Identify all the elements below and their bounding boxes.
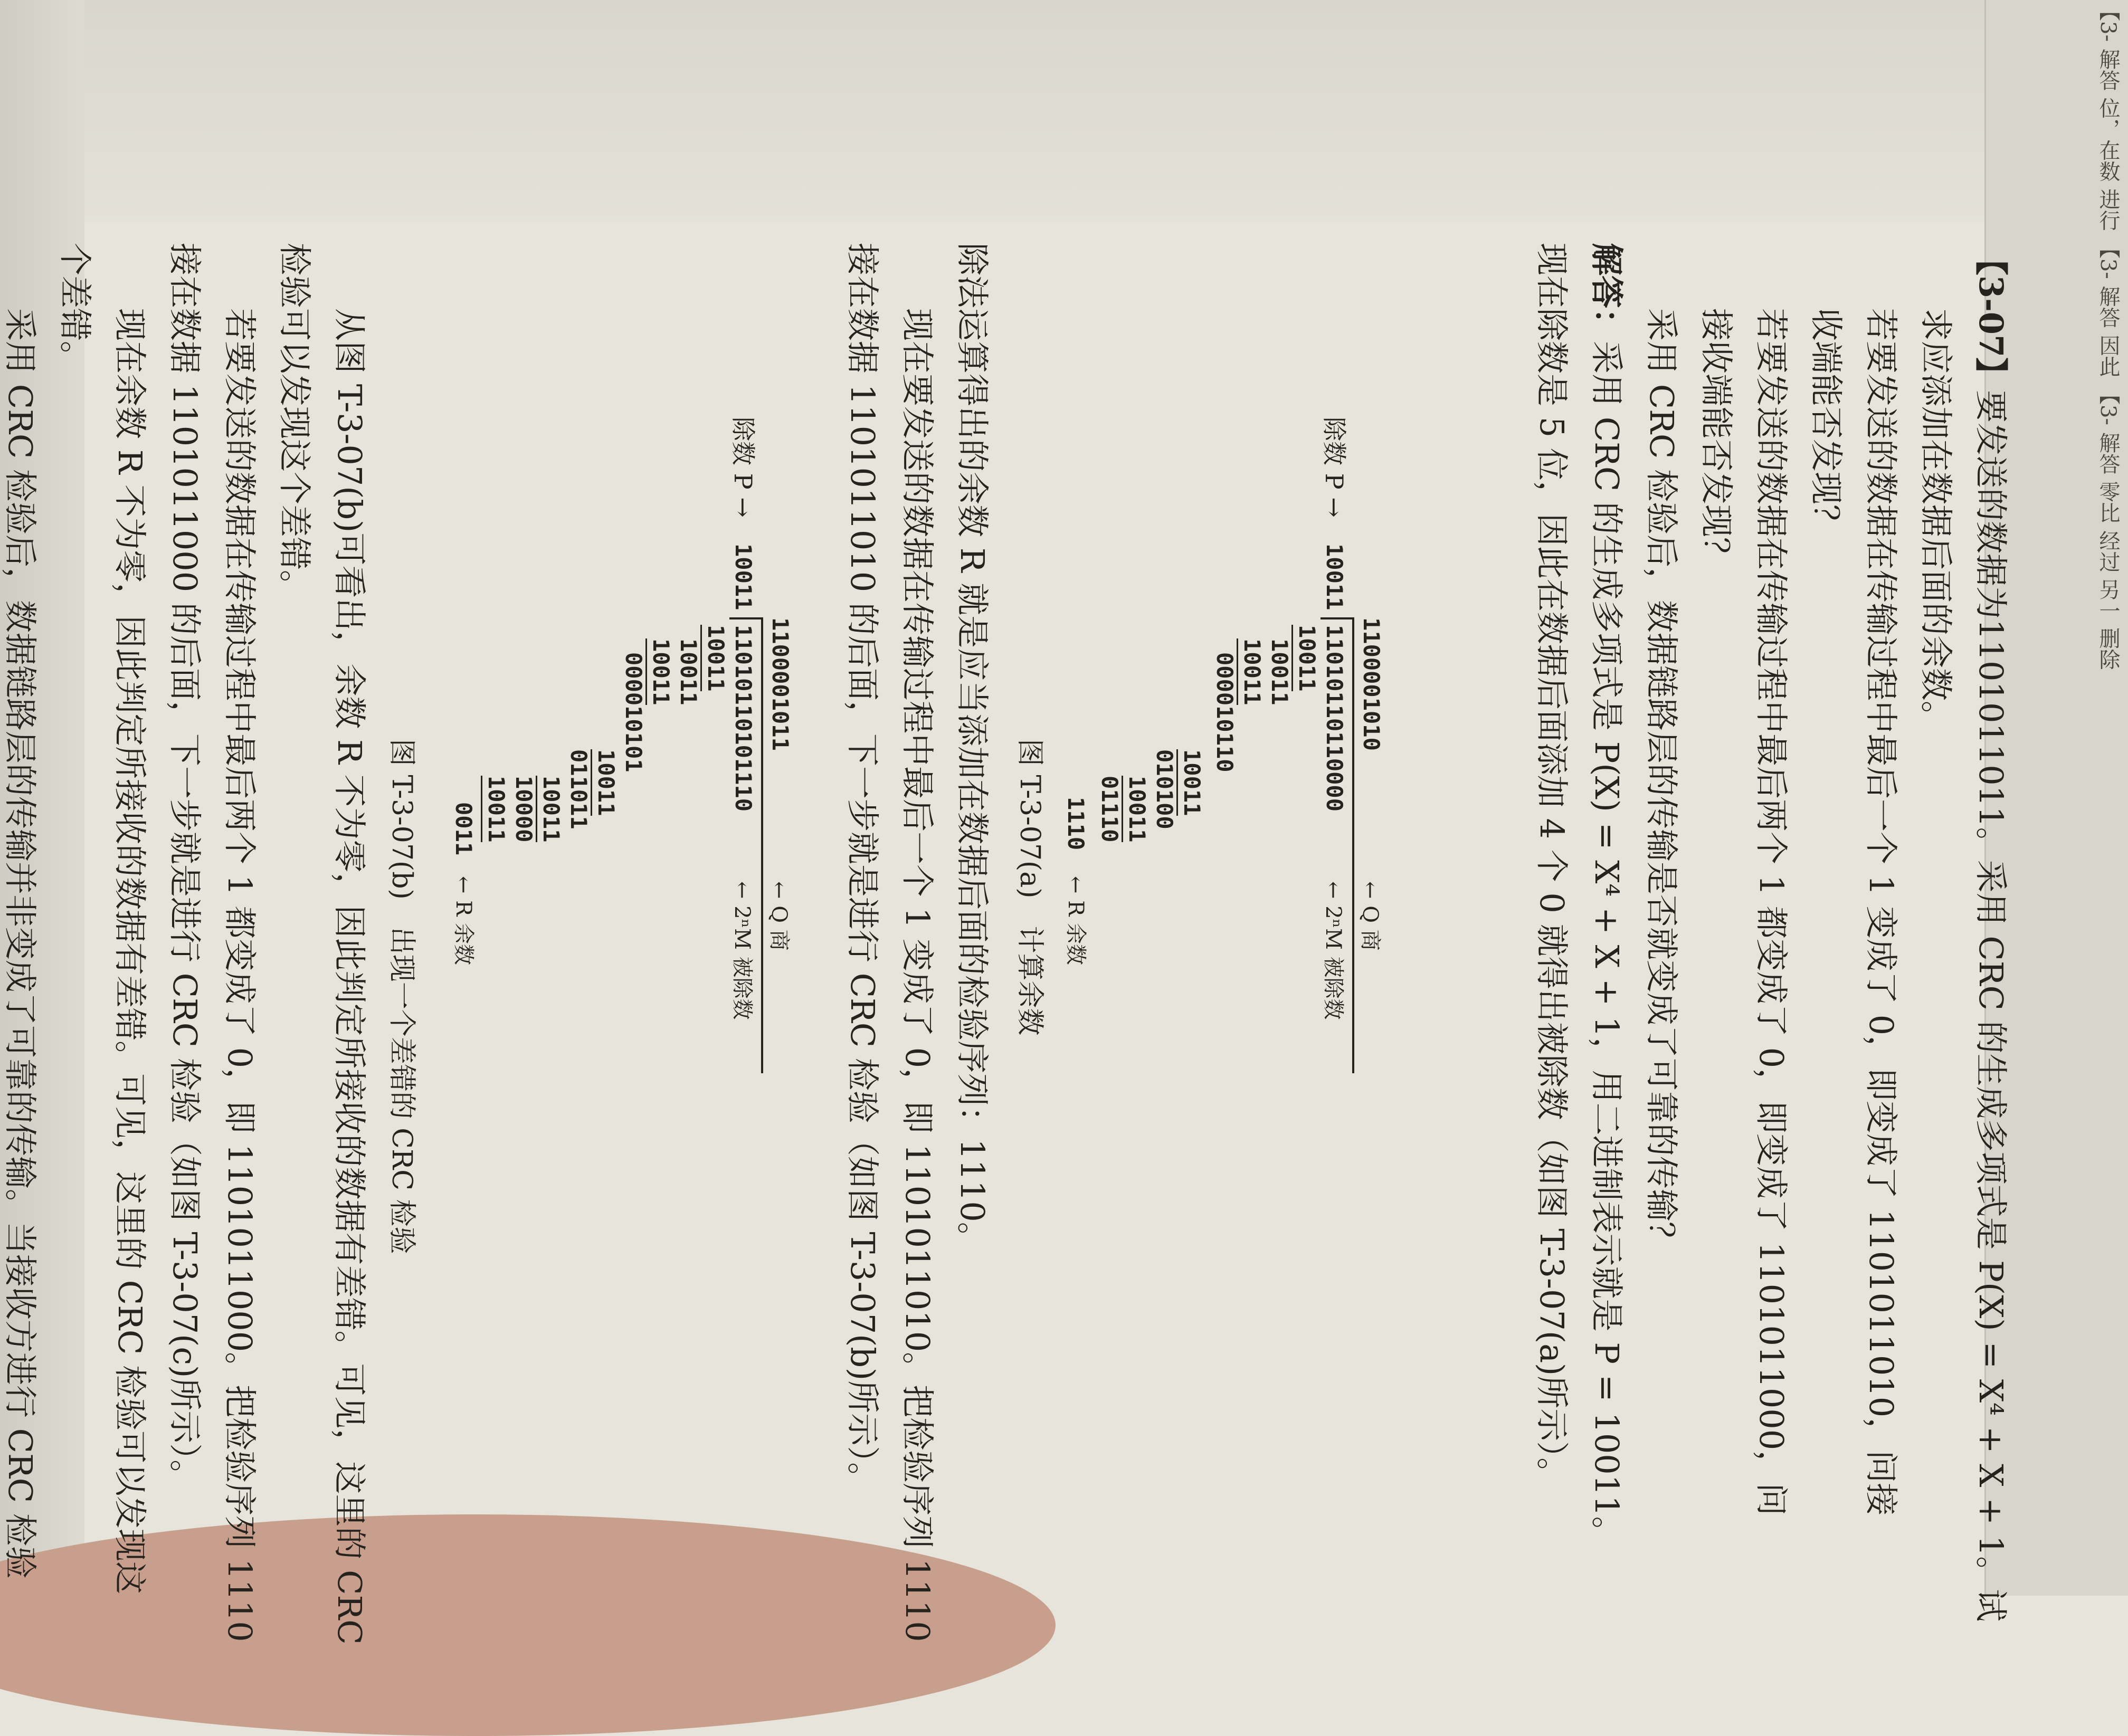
division-row: 011011 [566, 749, 592, 829]
quotient-note: ← Q 商 [1358, 881, 1382, 951]
figure-b [419, 211, 841, 1530]
divisor: 10011 [730, 543, 756, 611]
division-row: 000010110 [1212, 652, 1238, 772]
divisor: 10011 [1322, 543, 1347, 611]
problem-line: 若要发送的数据在传输过程中最后两个 1 都变成了 0，即变成了 1101011000，问 [1752, 308, 1791, 1516]
problem-line: 【3-07】要发送的数据为1101011011。采用 CRC 的生成多项式是 P(X) = X⁴ + X + 1。试 [1972, 243, 2010, 1622]
book-page [1, 211, 2018, 1645]
problem-line: 采用 CRC 检验后，数据链路层的传输是否就变成了可靠的传输？ [1642, 308, 1681, 1254]
division-row: 01110 [1097, 776, 1123, 843]
dividend-note: ← 2ⁿM 被除数 [730, 881, 754, 1020]
division-row: 10011 [536, 776, 565, 842]
division-row: 10000 [511, 776, 537, 843]
figure-b-caption: 图 T-3-07(b) 出现一个差错的 CRC 检验 [386, 739, 417, 1254]
answer-line: 现在除数是 5 位，因此在数据后面添加 4 个 0 就得出被除数（如图 T-3-07(a)所示）。 [1533, 243, 1571, 1491]
problem-label: 【3-07】 [1972, 243, 2010, 390]
division-row: 010100 [1152, 749, 1177, 829]
adjacent-page-text: 【3- 解答 位，在数 进行 【3- 解答 因此 【3- 解答 零比 经过 另一 删除 [2096, 0, 2120, 670]
remainder-note: ← R 余数 [1063, 876, 1088, 966]
body-line: 检验可以发现这个差错。 [276, 243, 314, 603]
body-line: 若要发送的数据在传输过程中最后两个 1 都变成了 0，即 1101011000。把检验序列 1110 [221, 308, 259, 1642]
figure-a-caption: 图 T-3-07(a) 计算余数 [1014, 739, 1046, 1036]
answer-line: 解答：采用 CRC 的生成多项式是 P(X) = X⁴ + X + 1，用二进制表示就是 P = 10011。 [1588, 243, 1626, 1549]
division-row: 000010101 [621, 652, 647, 772]
dividend-note: ← 2ⁿM 被除数 [1321, 881, 1345, 1020]
problem-line: 求应添加在数据后面的余数。 [1917, 308, 1955, 734]
quotient: 1100001010 [1358, 617, 1384, 751]
division-row: 10011 [1267, 638, 1293, 705]
page-shadow [0, 0, 2128, 222]
body-line: 现在余数 R 不为零，因此判定所接收的数据有差错。可见，这里的 CRC 检验可以发现这 [111, 308, 149, 1595]
division-row: 10011 [1176, 749, 1205, 816]
body-line: 接在数据 1101011010 的后面，下一步就是进行 CRC 检验（如图 T-3-07(b)所示）。 [843, 243, 882, 1495]
division-row: 10011 [645, 638, 674, 705]
dividend: 11010110101110 [730, 625, 756, 812]
divisor-label: 除数 P → [1320, 417, 1348, 518]
remainder: 0011 [451, 802, 477, 856]
figure-a-continued [1037, 211, 1205, 1530]
answer-label: 解答： [1588, 243, 1626, 341]
remainder-note: ← R 余数 [451, 876, 476, 966]
division-row: 10011 [481, 776, 510, 842]
problem-line: 收端能否发现？ [1807, 308, 1846, 538]
division-row: 10011 [700, 625, 729, 691]
quotient-note: ← Q 商 [767, 881, 791, 951]
body-line: 除法运算得出的余数 R 就是应当添加在数据后面的检验序列：1110。 [953, 243, 992, 1255]
division-row: 10011 [676, 638, 701, 705]
body-line: 个差错。 [56, 243, 94, 374]
division-row: 10011 [1291, 625, 1320, 691]
body-line: 从图 T-3-07(b)可看出，余数 R 不为零，因此判定所接收的数据有差错。可见，这里的 CRC [330, 308, 369, 1645]
dividend: 11010110110000 [1322, 625, 1347, 812]
body-line: 采用 CRC 检验后，数据链路层的传输并非变成了可靠的传输。当接收方进行 CRC 检验 [1, 308, 40, 1579]
body-line: 现在要发送的数据在传输过程中最后一个 1 变成了 0，即 1101011010。把检验序列 1110 [898, 308, 937, 1642]
remainder: 1110 [1063, 797, 1089, 851]
body-line: 接在数据 1101011000 的后面，下一步就是进行 CRC 检验（如图 T-3-07(c)所示）。 [166, 243, 204, 1493]
quotient: 1100001011 [767, 617, 793, 751]
division-row: 10011 [1237, 638, 1266, 705]
divisor-label: 除数 P → [729, 417, 757, 518]
figure-a [1195, 211, 1522, 1530]
problem-line: 接收端能否发现？ [1697, 308, 1736, 570]
division-row: 10011 [1122, 776, 1151, 842]
division-row: 10011 [591, 749, 620, 816]
problem-line: 若要发送的数据在传输过程中最后一个 1 变成了 0，即变成了 1101011010，问接 [1862, 308, 1901, 1516]
